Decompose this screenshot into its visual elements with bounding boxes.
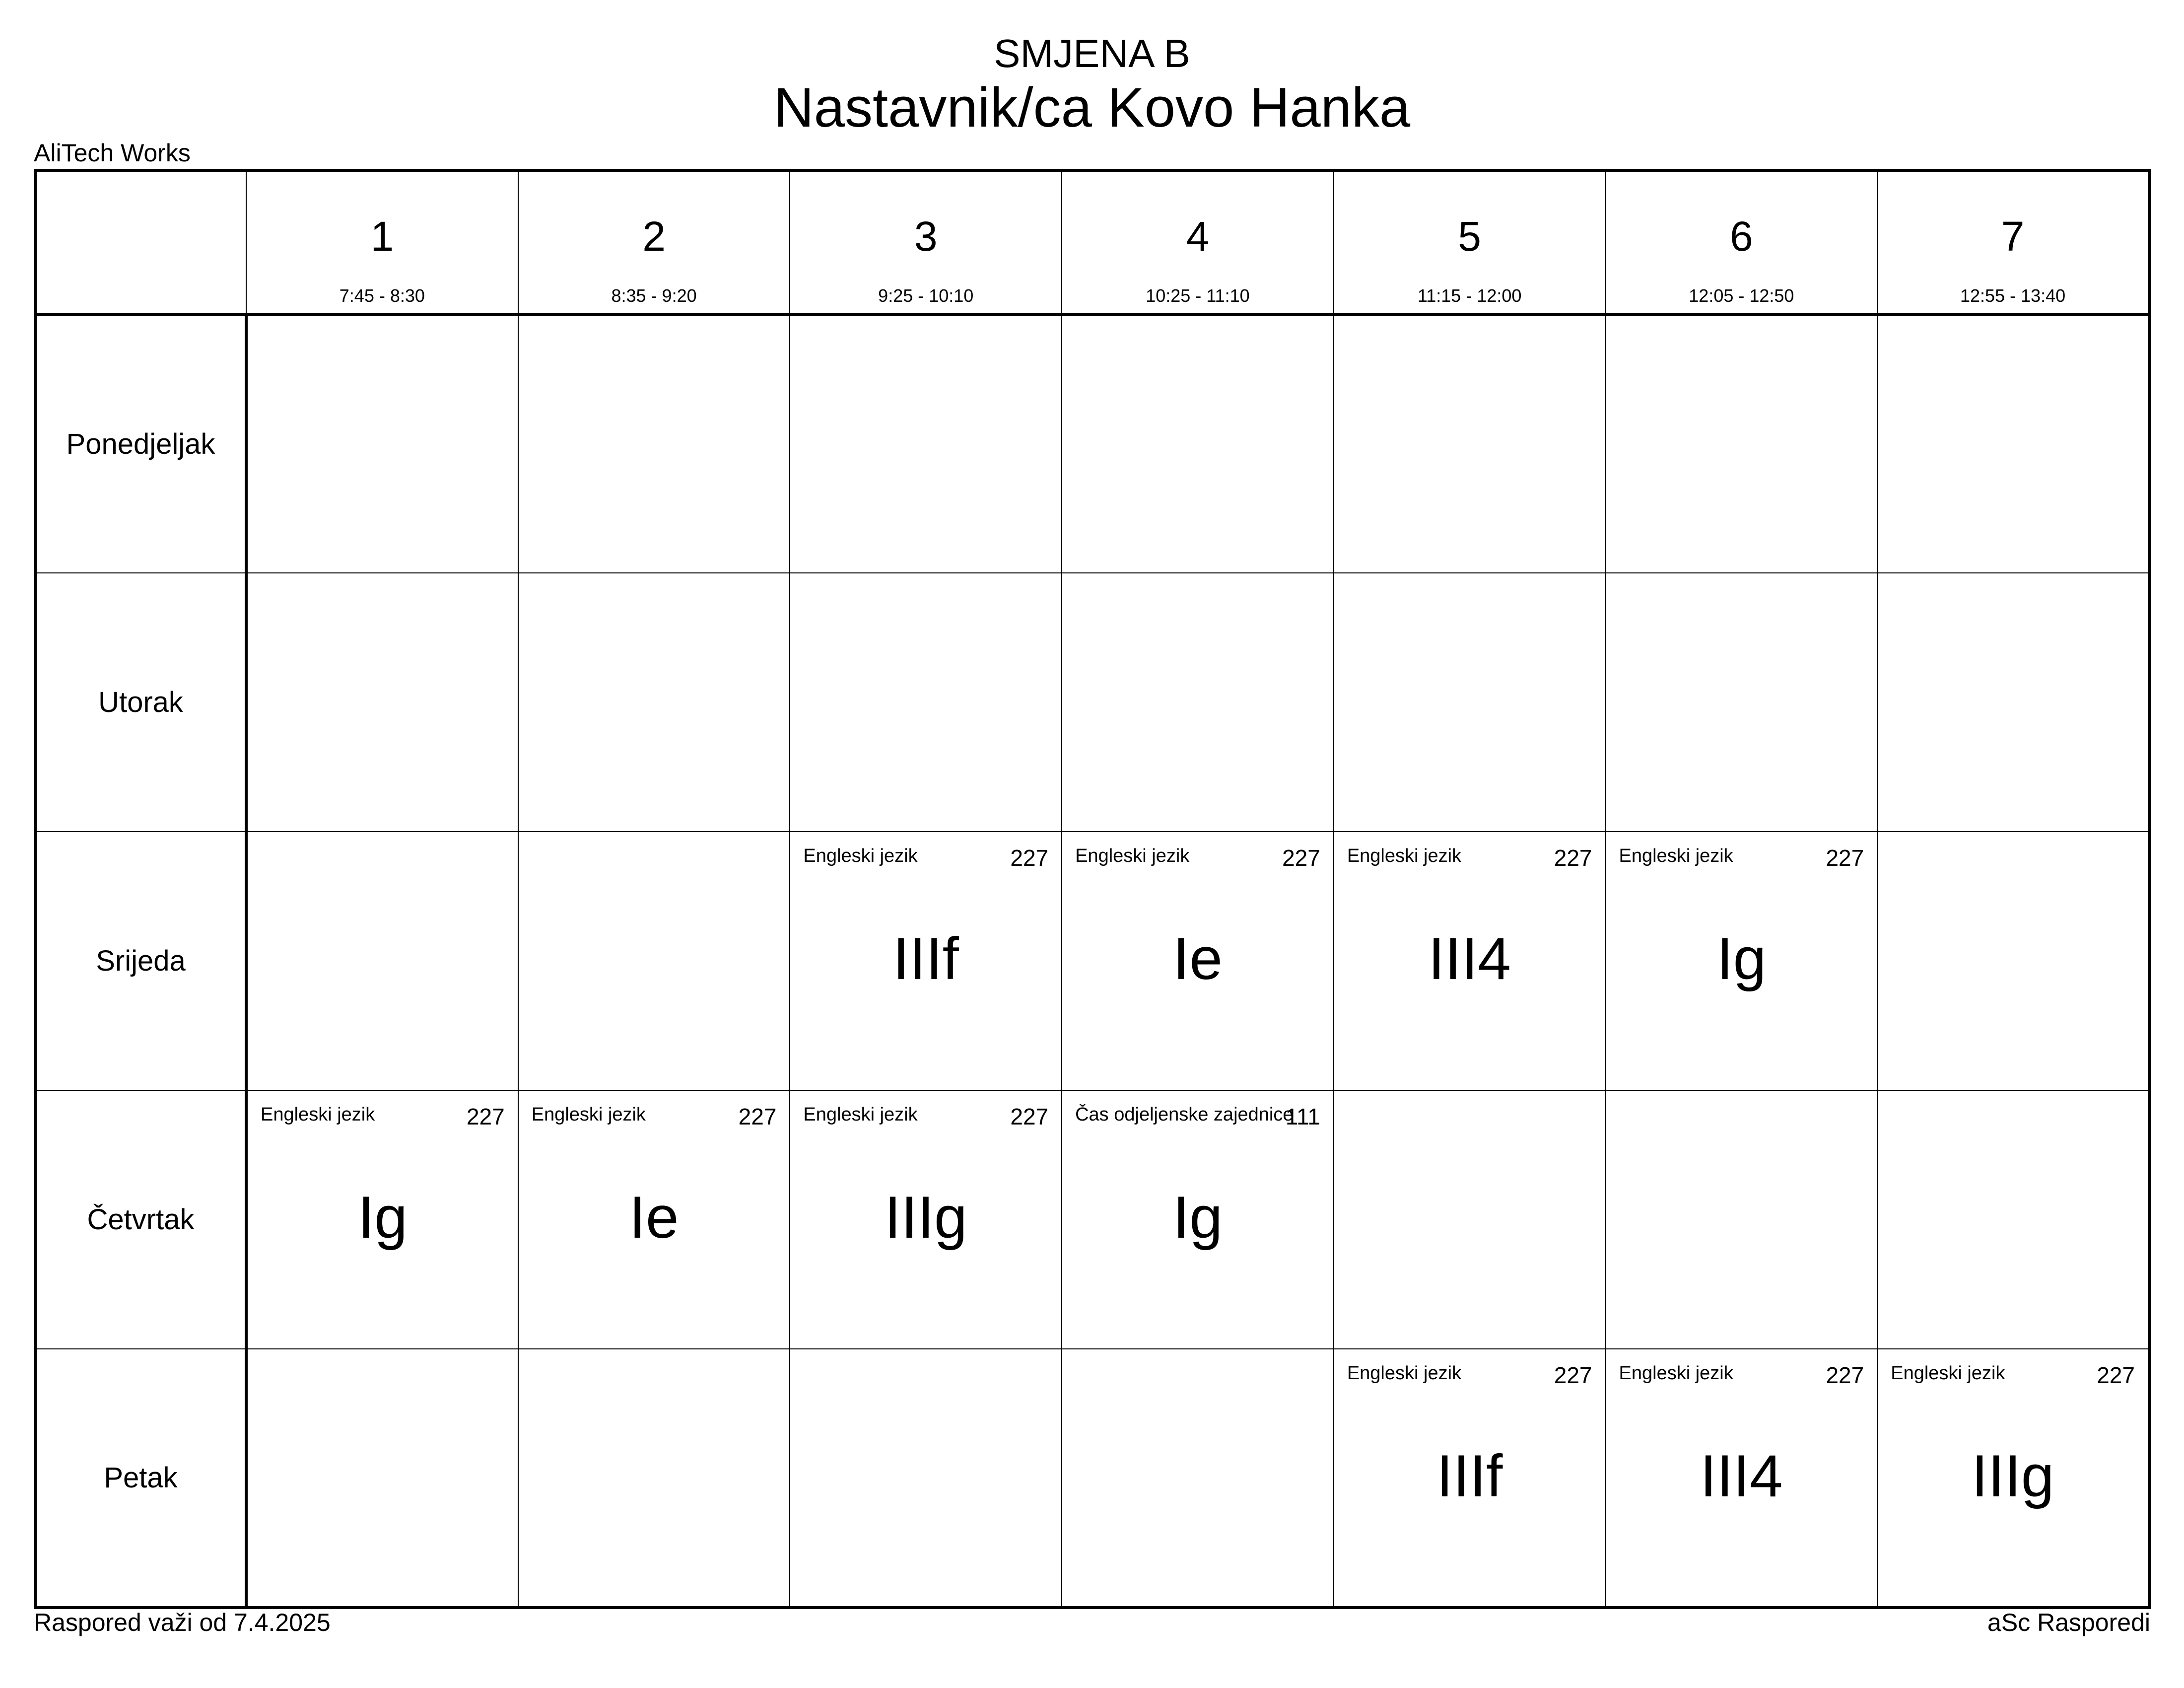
lesson-class: Ig: [357, 1184, 408, 1251]
empty-cell: [1334, 573, 1606, 832]
empty-cell: [246, 573, 518, 832]
lesson-class: IIIg: [884, 1184, 967, 1251]
period-header: [1334, 170, 1606, 314]
empty-cell: [1606, 314, 1878, 573]
lesson-room: 111: [1285, 1104, 1320, 1129]
lesson-class: IIIf: [1436, 1443, 1503, 1509]
empty-cell: [518, 832, 790, 1090]
lesson-subject: Engleski jezik: [803, 845, 918, 866]
lesson-cell: [790, 1090, 1062, 1349]
period-time: 7:45 - 8:30: [339, 285, 425, 306]
lesson-subject: Čas odjeljenske zajednice: [1075, 1104, 1294, 1125]
period-number: 2: [642, 213, 666, 260]
page-title: Nastavnik/ca Kovo Hanka: [773, 76, 1411, 139]
period-time: 8:35 - 9:20: [611, 285, 697, 306]
period-header: [518, 170, 790, 314]
lesson-cell: [1606, 832, 1878, 1090]
day-row-cetvrtak: [35, 1090, 2149, 1349]
corner-cell: [35, 170, 246, 314]
day-name: Ponedjeljak: [35, 314, 246, 573]
day-row-petak: [35, 1349, 2149, 1608]
software-credit: aSc Rasporedi: [1987, 1609, 2150, 1636]
empty-cell: [518, 314, 790, 573]
period-number: 3: [914, 213, 938, 260]
lesson-room: 227: [1826, 1362, 1864, 1388]
lesson-room: 227: [1554, 1362, 1592, 1388]
period-header: [1062, 170, 1334, 314]
empty-cell: [1877, 573, 2149, 832]
day-name: Srijeda: [35, 832, 246, 1090]
period-number: 5: [1458, 213, 1482, 260]
empty-cell: [1877, 314, 2149, 573]
empty-cell: [790, 1349, 1062, 1608]
day-name: Četvrtak: [35, 1090, 246, 1349]
empty-cell: [1062, 314, 1334, 573]
lesson-class: Ig: [1716, 925, 1767, 992]
empty-cell: [1062, 1349, 1334, 1608]
period-time: 12:05 - 12:50: [1689, 285, 1794, 306]
day-row-srijeda: [35, 832, 2149, 1090]
lesson-room: 227: [1826, 845, 1864, 871]
lesson-class: Ie: [1172, 925, 1223, 992]
lesson-subject: Engleski jezik: [1347, 845, 1462, 866]
period-header: [1606, 170, 1878, 314]
lesson-room: 227: [1282, 845, 1320, 871]
empty-cell: [246, 1349, 518, 1608]
periods-header-row: [35, 170, 2149, 314]
day-name: Petak: [35, 1349, 246, 1608]
lesson-room: 227: [466, 1104, 505, 1129]
day-row-utorak: [35, 573, 2149, 832]
lesson-class: III4: [1700, 1443, 1783, 1509]
period-header: [790, 170, 1062, 314]
period-number: 4: [1186, 213, 1210, 260]
period-header: [246, 170, 518, 314]
empty-cell: [1877, 1090, 2149, 1349]
period-number: 1: [370, 213, 394, 260]
lesson-subject: Engleski jezik: [1619, 1363, 1733, 1384]
day-row-ponedjeljak: [35, 314, 2149, 573]
period-number: 6: [1730, 213, 1753, 260]
lesson-room: 227: [738, 1104, 777, 1129]
lesson-cell: [790, 832, 1062, 1090]
empty-cell: [790, 314, 1062, 573]
period-time: 11:15 - 12:00: [1417, 285, 1522, 306]
empty-cell: [790, 573, 1062, 832]
lesson-cell: [1062, 1090, 1334, 1349]
lesson-subject: Engleski jezik: [531, 1104, 646, 1125]
lesson-cell: [1606, 1349, 1878, 1608]
lesson-cell: [1334, 832, 1606, 1090]
lesson-class: IIIf: [892, 925, 959, 992]
empty-cell: [1606, 573, 1878, 832]
period-header: [1877, 170, 2149, 314]
empty-cell: [246, 832, 518, 1090]
lesson-subject: Engleski jezik: [1347, 1363, 1462, 1384]
empty-cell: [1334, 314, 1606, 573]
empty-cell: [1334, 1090, 1606, 1349]
company-name: AliTech Works: [34, 139, 191, 167]
lesson-class: Ie: [629, 1184, 679, 1251]
validity-note: Raspored važi od 7.4.2025: [34, 1609, 331, 1636]
lesson-room: 227: [1010, 845, 1049, 871]
period-time: 12:55 - 13:40: [1960, 285, 2066, 306]
day-name: Utorak: [35, 573, 246, 832]
lesson-class: III4: [1428, 925, 1511, 992]
lesson-cell: [518, 1090, 790, 1349]
lesson-cell: [1062, 832, 1334, 1090]
period-number: 7: [2001, 213, 2025, 260]
lesson-cell: [1877, 1349, 2149, 1608]
empty-cell: [1606, 1090, 1878, 1349]
lesson-room: 227: [1554, 845, 1592, 871]
lesson-cell: [246, 1090, 518, 1349]
empty-cell: [518, 573, 790, 832]
empty-cell: [246, 314, 518, 573]
timetable: [34, 169, 2151, 1609]
lesson-subject: Engleski jezik: [1075, 845, 1190, 866]
empty-cell: [1062, 573, 1334, 832]
lesson-room: 227: [1010, 1104, 1049, 1129]
period-time: 10:25 - 11:10: [1146, 285, 1250, 306]
lesson-subject: Engleski jezik: [1619, 845, 1733, 866]
shift-label: SMJENA B: [994, 31, 1190, 75]
lesson-subject: Engleski jezik: [803, 1104, 918, 1125]
lesson-room: 227: [2097, 1362, 2135, 1388]
lesson-cell: [1334, 1349, 1606, 1608]
lesson-subject: Engleski jezik: [1891, 1363, 2005, 1384]
empty-cell: [518, 1349, 790, 1608]
empty-cell: [1877, 832, 2149, 1090]
lesson-class: Ig: [1172, 1184, 1223, 1251]
period-time: 9:25 - 10:10: [878, 285, 974, 306]
lesson-subject: Engleski jezik: [261, 1104, 375, 1125]
lesson-class: IIIg: [1971, 1443, 2054, 1509]
